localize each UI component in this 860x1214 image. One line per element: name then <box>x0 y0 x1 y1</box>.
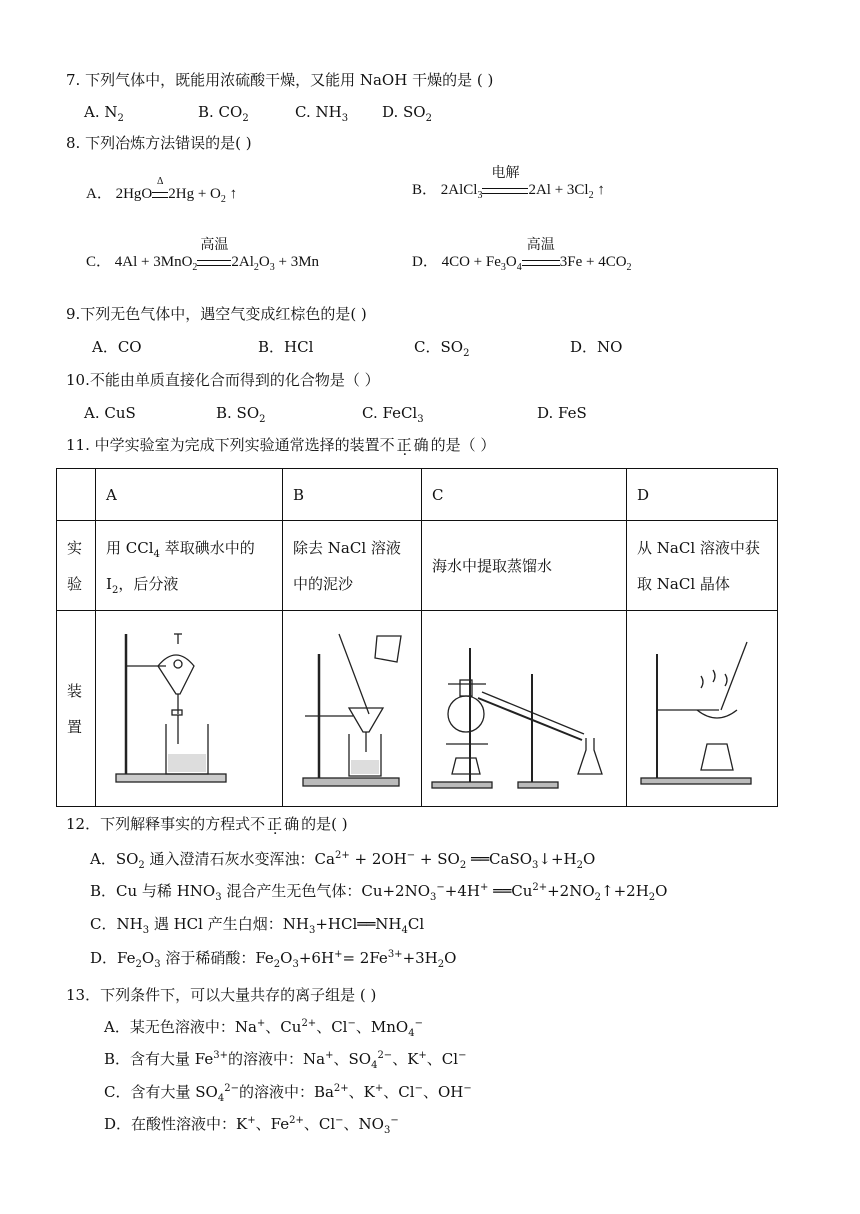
distillation-diagram <box>422 614 626 804</box>
q8-option-c: C． 4Al + 3MnO$_2$ 高温 $2Al_2O_3 + 3Mn$ <box>86 238 320 273</box>
experiment-table <box>56 468 778 807</box>
q13-option-d: D．在酸性溶液中：K+、$Fe^{2+}$、Cl−、$NO_3^-$ <box>104 1115 399 1136</box>
q9-option-c: C．$SO_2$ <box>414 338 470 359</box>
q13-option-a: A．某无色溶液中：Na+、$Cu^{2+}$、Cl−、MnO$_4$− <box>104 1018 423 1039</box>
q7-option-b: B. $CO_2$ <box>198 103 249 124</box>
cell-experiment-b: 除去 NaCl 溶液 中的泥沙 <box>283 521 422 611</box>
q12-option-c: C．$NH_3$ 遇 HCl 产生白烟：$NH_3+HCl══NH_4Cl$ <box>90 915 425 936</box>
q11-stem: 11. 中学实验室为完成下列实验通常选择的装置不正确的是（ ） <box>66 436 496 454</box>
col-header-a: A <box>96 469 283 521</box>
q9-option-a: A．CO <box>92 338 142 356</box>
q10-option-c: C. FeCl$_3$ <box>362 404 424 425</box>
cell-experiment-a: 用 CCl$_4$ 萃取碘水中的 $I_2$，后分液 <box>96 521 283 611</box>
q7-option-c: C. $NH_3$ <box>295 103 349 124</box>
q10-stem: 10.不能由单质直接化合而得到的化合物是（ ） <box>66 371 380 389</box>
cell-apparatus-a <box>96 611 283 807</box>
evaporation-diagram <box>627 614 777 804</box>
q13-option-c: C．含有大量 $SO_4^{2-}$的溶液中：$Ba^{2+}$、K+、Cl−、OH− <box>104 1083 472 1104</box>
filtration-diagram <box>283 614 421 804</box>
cell-apparatus-c <box>422 611 627 807</box>
q9-stem: 9.下列无色气体中，遇空气变成红棕色的是( ) <box>66 305 367 323</box>
q12-option-b: B．Cu 与稀 $HNO_3$ 混合产生无色气体：$Cu+2NO_3^-+4H^+$ $══Cu^{2+}+2NO_2↑+2H_2O$ <box>90 882 668 903</box>
cell-apparatus-b <box>283 611 422 807</box>
q13-option-b: B．含有大量 $Fe^{3+}$的溶液中：Na+、$SO_4^{2-}$、K+、Cl− <box>104 1050 467 1071</box>
q12-option-d: D．$Fe_2O_3$ 溶于稀硝酸：$Fe_2O_3+6H^+= 2Fe^{3+}+3H_2O$ <box>90 949 457 970</box>
q7-option-d: D. $SO_2$ <box>382 103 432 124</box>
emphasis-dots: 不正确 <box>250 815 302 833</box>
row-label-experiment: 实 验 <box>57 521 96 611</box>
q8-option-a: A． 2HgO Δ $2Hg + O_2$ ↑ <box>86 176 238 205</box>
q7-stem: 7. 下列气体中，既能用浓硫酸干燥，又能用 NaOH 干燥的是 ( ) <box>66 71 494 89</box>
q8-option-d: D． $4CO + Fe_3O_4$ 高温 $3Fe + 4CO_2$ <box>412 238 632 273</box>
cell-apparatus-d <box>627 611 778 807</box>
separatory-funnel-diagram <box>96 614 282 804</box>
cell-experiment-d: 从 NaCl 溶液中获 取 NaCl 晶体 <box>627 521 778 611</box>
q10-option-d: D. FeS <box>537 404 587 422</box>
q10-option-b: B. $SO_2$ <box>216 404 266 425</box>
q12-stem: 12．下列解释事实的方程式不正确的是( ) <box>66 815 348 833</box>
q12-option-a: A．$SO_2$ 通入澄清石灰水变浑浊：$Ca^{2+} + 2OH^- + SO_2$ $══CaSO_3↓+H_2O$ <box>90 850 596 871</box>
q9-option-b: B．HCl <box>258 338 314 356</box>
col-header-c: C <box>422 469 627 521</box>
col-header-d: D <box>627 469 778 521</box>
emphasis-dots: 不正确 <box>379 436 431 454</box>
q8-option-b: B． 2AlCl$_3$ 电解 $2Al + 3Cl_2$ ↑ <box>412 166 605 201</box>
cell-experiment-c: 海水中提取蒸馏水 <box>422 521 627 611</box>
q9-option-d: D．NO <box>570 338 623 356</box>
q13-stem: 13．下列条件下，可以大量共存的离子组是 ( ) <box>66 986 377 1004</box>
q10-option-a: A. CuS <box>84 404 136 422</box>
row-label-apparatus: 装 置 <box>57 611 96 807</box>
q8-stem: 8. 下列冶炼方法错误的是( ) <box>66 134 252 152</box>
heat-condition: Δ <box>152 184 168 204</box>
col-header-b: B <box>283 469 422 521</box>
q7-option-a: A. $N_2$ <box>84 103 124 124</box>
